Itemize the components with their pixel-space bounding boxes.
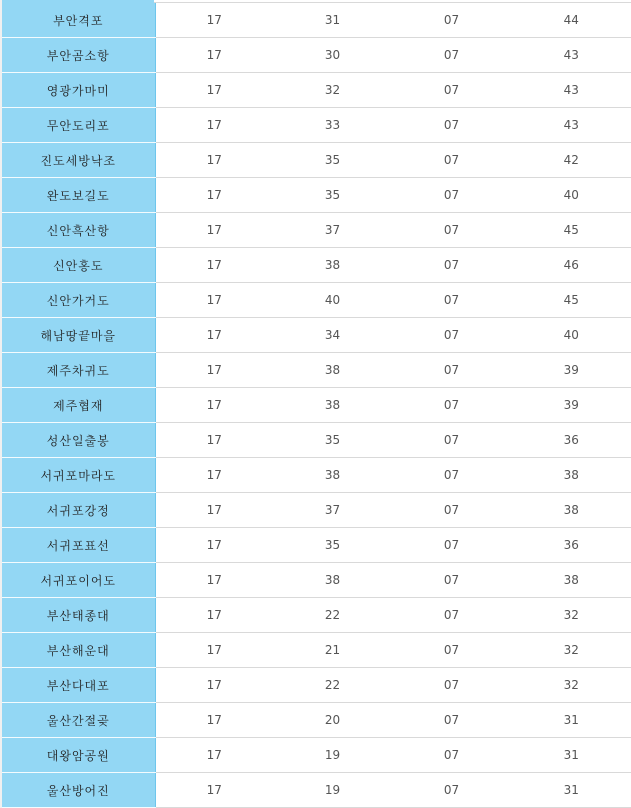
time-value-cell-4: 39	[511, 353, 631, 388]
time-value-cell-2: 20	[273, 703, 392, 738]
time-value-cell-1: 17	[155, 773, 273, 808]
time-value-cell-2: 33	[273, 108, 392, 143]
time-value-cell-3: 07	[392, 283, 511, 318]
time-value-cell-4: 43	[511, 108, 631, 143]
time-value-cell-3: 07	[392, 178, 511, 213]
table-row	[1, 388, 631, 423]
time-value-cell-1: 17	[155, 108, 273, 143]
table-row	[1, 563, 631, 598]
time-value-cell-4: 46	[511, 248, 631, 283]
location-name-cell: 울산방어진	[1, 773, 155, 808]
time-value-cell-3: 07	[392, 458, 511, 493]
time-value-cell-3: 07	[392, 738, 511, 773]
time-value-cell-4: 40	[511, 178, 631, 213]
location-name-cell: 서귀포표선	[1, 528, 155, 563]
time-value-cell-3: 07	[392, 318, 511, 353]
location-name-cell: 울산간절곶	[1, 703, 155, 738]
table-row	[1, 178, 631, 213]
time-value-cell-3: 07	[392, 3, 511, 38]
time-value-cell-4: 31	[511, 773, 631, 808]
table-row	[1, 143, 631, 178]
time-value-cell-1: 17	[155, 283, 273, 318]
time-value-cell-1: 17	[155, 563, 273, 598]
table-row	[1, 668, 631, 703]
time-value-cell-3: 07	[392, 108, 511, 143]
time-value-cell-2: 40	[273, 283, 392, 318]
location-name-cell: 성산일출봉	[1, 423, 155, 458]
time-value-cell-4: 38	[511, 493, 631, 528]
table-row	[1, 248, 631, 283]
time-value-cell-2: 22	[273, 598, 392, 633]
time-value-cell-1: 17	[155, 423, 273, 458]
table-row	[1, 108, 631, 143]
time-value-cell-1: 17	[155, 598, 273, 633]
time-value-cell-3: 07	[392, 773, 511, 808]
time-value-cell-1: 17	[155, 178, 273, 213]
time-value-cell-2: 34	[273, 318, 392, 353]
table-body	[1, 3, 631, 808]
table-row	[1, 703, 631, 738]
time-value-cell-2: 38	[273, 388, 392, 423]
time-value-cell-1: 17	[155, 703, 273, 738]
location-name-cell: 해남땅끝마을	[1, 318, 155, 353]
time-value-cell-4: 40	[511, 318, 631, 353]
table-row	[1, 773, 631, 808]
location-name-cell: 서귀포강정	[1, 493, 155, 528]
time-value-cell-2: 35	[273, 528, 392, 563]
table-row	[1, 73, 631, 108]
time-value-cell-3: 07	[392, 388, 511, 423]
time-value-cell-2: 37	[273, 213, 392, 248]
location-name-cell: 신안흑산항	[1, 213, 155, 248]
table-row	[1, 353, 631, 388]
table-row	[1, 458, 631, 493]
time-value-cell-4: 38	[511, 563, 631, 598]
table-row	[1, 738, 631, 773]
time-value-cell-4: 32	[511, 668, 631, 703]
location-name-cell: 대왕암공원	[1, 738, 155, 773]
time-value-cell-1: 17	[155, 38, 273, 73]
time-value-cell-1: 17	[155, 633, 273, 668]
time-value-cell-1: 17	[155, 248, 273, 283]
location-name-cell: 영광가마미	[1, 73, 155, 108]
table-row	[1, 283, 631, 318]
table-row	[1, 213, 631, 248]
time-value-cell-2: 19	[273, 773, 392, 808]
time-value-cell-3: 07	[392, 668, 511, 703]
time-value-cell-3: 07	[392, 143, 511, 178]
time-value-cell-3: 07	[392, 353, 511, 388]
time-value-cell-3: 07	[392, 213, 511, 248]
location-name-cell: 부산해운대	[1, 633, 155, 668]
location-name-cell: 부안격포	[1, 3, 155, 38]
table-row	[1, 633, 631, 668]
time-value-cell-2: 31	[273, 3, 392, 38]
time-value-cell-2: 19	[273, 738, 392, 773]
time-value-cell-4: 31	[511, 738, 631, 773]
time-value-cell-3: 07	[392, 73, 511, 108]
location-name-cell: 완도보길도	[1, 178, 155, 213]
time-value-cell-1: 17	[155, 388, 273, 423]
time-value-cell-2: 35	[273, 423, 392, 458]
time-value-cell-4: 36	[511, 423, 631, 458]
time-value-cell-3: 07	[392, 528, 511, 563]
table-row	[1, 3, 631, 38]
location-name-cell: 신안홍도	[1, 248, 155, 283]
time-value-cell-4: 42	[511, 143, 631, 178]
time-value-cell-1: 17	[155, 3, 273, 38]
time-value-cell-2: 37	[273, 493, 392, 528]
time-value-cell-3: 07	[392, 598, 511, 633]
time-value-cell-2: 38	[273, 353, 392, 388]
location-name-cell: 진도세방낙조	[1, 143, 155, 178]
time-value-cell-2: 30	[273, 38, 392, 73]
table-row	[1, 318, 631, 353]
time-value-cell-3: 07	[392, 633, 511, 668]
time-value-cell-2: 22	[273, 668, 392, 703]
time-value-cell-4: 45	[511, 213, 631, 248]
time-value-cell-1: 17	[155, 73, 273, 108]
table-row	[1, 423, 631, 458]
time-value-cell-2: 35	[273, 178, 392, 213]
time-value-cell-1: 17	[155, 318, 273, 353]
table-row	[1, 598, 631, 633]
time-value-cell-2: 21	[273, 633, 392, 668]
time-value-cell-1: 17	[155, 458, 273, 493]
time-value-cell-3: 07	[392, 248, 511, 283]
time-value-cell-3: 07	[392, 423, 511, 458]
time-value-cell-3: 07	[392, 38, 511, 73]
time-value-cell-2: 32	[273, 73, 392, 108]
time-value-cell-4: 39	[511, 388, 631, 423]
time-value-cell-1: 17	[155, 668, 273, 703]
time-value-cell-3: 07	[392, 563, 511, 598]
location-name-cell: 제주차귀도	[1, 353, 155, 388]
location-name-cell: 부산태종대	[1, 598, 155, 633]
time-value-cell-4: 36	[511, 528, 631, 563]
time-value-cell-1: 17	[155, 213, 273, 248]
time-value-cell-4: 44	[511, 3, 631, 38]
time-value-cell-4: 32	[511, 598, 631, 633]
table-row	[1, 493, 631, 528]
location-name-cell: 서귀포마라도	[1, 458, 155, 493]
location-name-cell: 서귀포이어도	[1, 563, 155, 598]
time-value-cell-4: 45	[511, 283, 631, 318]
time-value-cell-4: 43	[511, 73, 631, 108]
time-value-cell-1: 17	[155, 528, 273, 563]
time-value-cell-3: 07	[392, 703, 511, 738]
location-times-table	[0, 3, 631, 808]
time-value-cell-1: 17	[155, 353, 273, 388]
time-value-cell-4: 31	[511, 703, 631, 738]
time-value-cell-1: 17	[155, 738, 273, 773]
time-value-cell-4: 32	[511, 633, 631, 668]
time-value-cell-2: 38	[273, 563, 392, 598]
location-name-cell: 제주협재	[1, 388, 155, 423]
time-value-cell-2: 38	[273, 458, 392, 493]
table-row	[1, 528, 631, 563]
time-value-cell-1: 17	[155, 143, 273, 178]
table-row	[1, 38, 631, 73]
time-value-cell-2: 35	[273, 143, 392, 178]
location-name-cell: 무안도리포	[1, 108, 155, 143]
time-value-cell-2: 38	[273, 248, 392, 283]
time-value-cell-1: 17	[155, 493, 273, 528]
time-value-cell-4: 43	[511, 38, 631, 73]
time-value-cell-3: 07	[392, 493, 511, 528]
location-name-cell: 신안가거도	[1, 283, 155, 318]
location-name-cell: 부산다대포	[1, 668, 155, 703]
time-value-cell-4: 38	[511, 458, 631, 493]
location-name-cell: 부안곰소항	[1, 38, 155, 73]
